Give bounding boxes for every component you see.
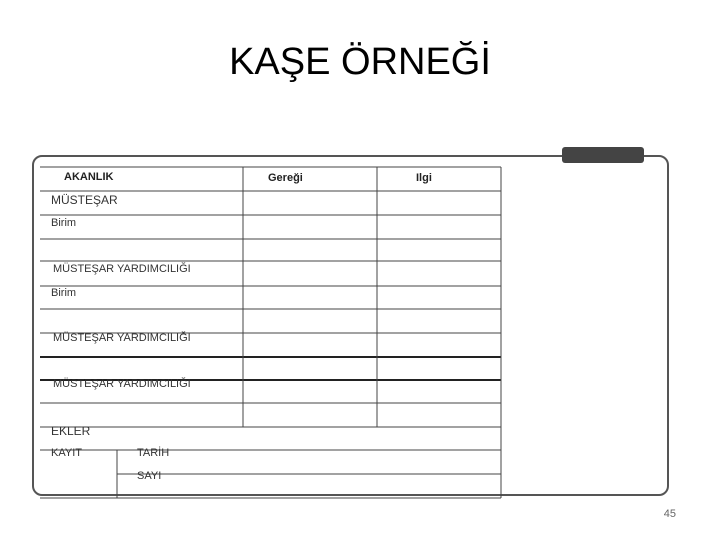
row-yardimcilik-2: MÜSTEŞAR YARDIMCILIĞI [53, 332, 191, 344]
header-ilgi: Ilgi [416, 172, 432, 184]
row-ekler: EKLER [51, 424, 91, 438]
row-tarih: TARİH [137, 447, 170, 459]
row-mustesar: MÜSTEŞAR [51, 193, 118, 207]
row-birim-1: Birim [51, 217, 77, 229]
page-number: 45 [663, 508, 676, 520]
row-birim-2: Birim [51, 287, 77, 299]
header-akanlik: AKANLIK [64, 171, 114, 183]
slide-title: KAŞE ÖRNEĞİ [229, 41, 491, 83]
row-yardimcilik-1: MÜSTEŞAR YARDIMCILIĞI [53, 263, 191, 275]
row-sayi: SAYI [137, 470, 162, 482]
header-geregi: Gereği [268, 172, 303, 184]
row-kayit: KAYIT [51, 447, 82, 459]
row-yardimcilik-3: MÜSTEŞAR YARDIMCILIĞI [53, 378, 191, 390]
